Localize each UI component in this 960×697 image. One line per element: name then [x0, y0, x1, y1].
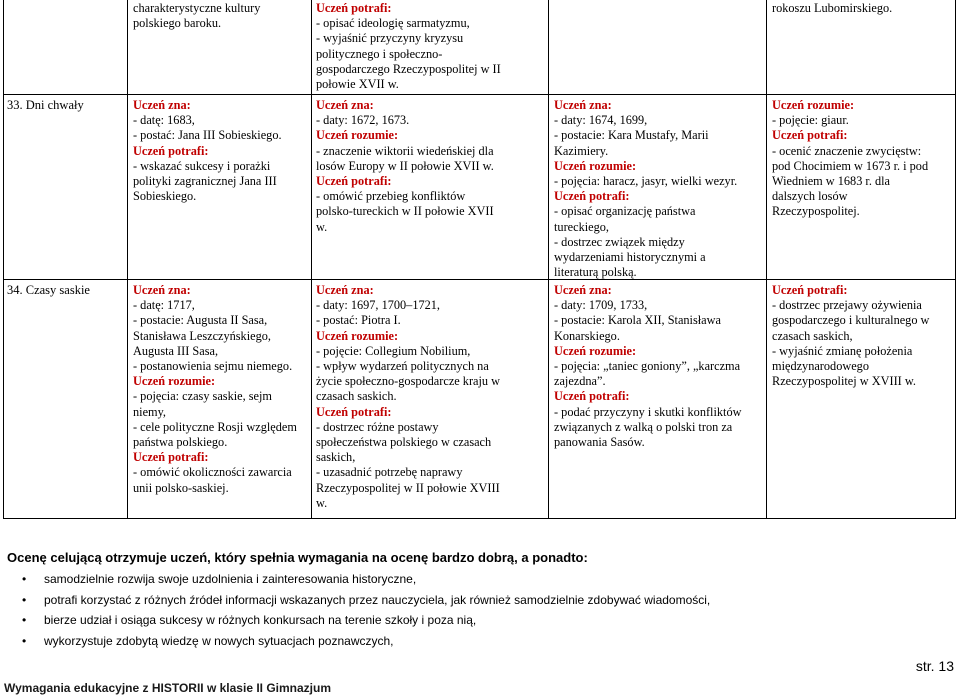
requirement-line: zajezdna”. — [554, 374, 606, 389]
requirement-line: panowania Sasów. — [554, 435, 645, 450]
requirement-line: - znaczenie wiktorii wiedeńskiej dla — [316, 143, 494, 158]
section-label: Uczeń zna: — [554, 283, 612, 297]
top-cell-col5 — [772, 1, 892, 16]
requirement-line: - uzasadnić potrzebę naprawy — [316, 465, 463, 480]
requirement-line: - pojęcie: Collegium Nobilium, — [316, 343, 471, 358]
requirement-line: społeczeństwa polskiego w czasach — [316, 435, 492, 450]
requirement-line: czasach saskich, — [772, 328, 853, 343]
section-label: Uczeń potrafi: — [554, 389, 630, 404]
requirement-line: - daty: 1672, 1673. — [316, 113, 410, 128]
row34-col3 — [316, 283, 500, 511]
document-footer: Wymagania edukacyjne z HISTORII w klasie II Gimnazjum — [4, 681, 331, 695]
requirement-line: - postać: Piotra I. — [316, 313, 401, 328]
top-cell-col2 — [133, 1, 260, 31]
requirement-line: Rzeczypospolitej w II połowie XVIII — [316, 480, 500, 495]
section-label: Uczeń zna: — [133, 283, 191, 297]
requirement-line: rokoszu Lubomirskiego. — [772, 1, 893, 15]
requirement-line: - wyjaśnić zmianę położenia — [772, 343, 913, 358]
requirement-line: gospodarczego Rzeczypospolitej w II — [316, 61, 501, 76]
requirement-line: - omówić przebieg konfliktów — [316, 189, 466, 204]
section-label: Uczeń zna: — [316, 98, 374, 112]
table-border — [3, 94, 956, 95]
section-label: Uczeń rozumie: — [316, 128, 399, 143]
section-label: Uczeń potrafi: — [133, 143, 209, 158]
section-label: Uczeń zna: — [133, 98, 191, 112]
table-border — [3, 279, 956, 280]
section-label: Uczeń rozumie: — [133, 374, 216, 389]
requirement-line: literaturą polską. — [554, 265, 637, 280]
requirement-line: politycznego i społeczno- — [316, 46, 443, 61]
requirement-line: - pojęcia: haracz, jasyr, wielki wezyr. — [554, 174, 738, 189]
row34-col5 — [772, 283, 929, 389]
requirement-line: - postacie: Karola XII, Stanisława — [554, 313, 721, 328]
requirement-line: - opisać organizację państwa — [554, 204, 696, 219]
section-label: Uczeń rozumie: — [554, 343, 637, 358]
requirement-line: dalszych losów — [772, 189, 848, 204]
requirement-line: - dostrzec różne postawy — [316, 419, 439, 434]
requirement-line: polsko-tureckich w II połowie XVII — [316, 204, 494, 219]
top-cell-col3 — [316, 1, 501, 92]
section-label: Uczeń potrafi: — [316, 1, 392, 15]
bullet-item: • bierze udział i osiąga sukcesy w różnych konkursach na terenie szkoły i poza nią, — [44, 613, 476, 627]
requirement-line: gospodarczego i kulturalnego w — [772, 313, 930, 328]
requirement-line: Augusta III Sasa, — [133, 343, 219, 358]
section-label: Uczeń rozumie: — [772, 98, 855, 112]
section-heading: Ocenę celującą otrzymuje uczeń, który spełnia wymagania na ocenę bardzo dobrą, a ponadto: — [7, 550, 588, 565]
table-border — [955, 0, 956, 519]
table-border — [311, 0, 312, 519]
table-border — [766, 0, 767, 519]
requirement-line: - postacie: Augusta II Sasa, — [133, 313, 268, 328]
requirement-line: - postanowienia sejmu niemego. — [133, 359, 293, 374]
requirement-line: połowie XVII w. — [316, 77, 399, 92]
section-label: Uczeń zna: — [554, 98, 612, 112]
requirement-line: - postacie: Kara Mustafy, Marii — [554, 128, 709, 143]
section-label: Uczeń potrafi: — [316, 174, 392, 189]
requirement-line: - pojęcia: czasy saskie, sejm — [133, 389, 272, 404]
section-label: Uczeń potrafi: — [772, 128, 848, 143]
requirement-line: państwa polskiego. — [133, 435, 228, 450]
requirement-line: - podać przyczyny i skutki konfliktów — [554, 404, 742, 419]
requirement-line: czasach saskich. — [316, 389, 397, 404]
requirement-line: wydarzeniami historycznymi a — [554, 250, 706, 265]
row34-col2 — [133, 283, 297, 496]
requirement-line: polskiego baroku. — [133, 16, 222, 31]
requirement-line: - cele polityczne Rosji względem — [133, 419, 297, 434]
row33-col4 — [554, 98, 737, 280]
row34-col4 — [554, 283, 742, 450]
requirement-line: - dostrzec związek między — [554, 234, 685, 249]
requirement-line: unii polsko-saskiej. — [133, 480, 229, 495]
requirement-line: charakterystyczne kultury — [133, 1, 261, 15]
requirement-line: - pojęcia: „taniec goniony”, „karczma — [554, 359, 741, 374]
requirement-line: tureckiego, — [554, 219, 609, 234]
requirement-line: - wyjaśnić przyczyny kryzysu — [316, 31, 464, 46]
requirement-line: - daty: 1674, 1699, — [554, 113, 648, 128]
requirement-line: losów Europy w II połowie XVII w. — [316, 158, 494, 173]
section-label: Uczeń rozumie: — [316, 328, 399, 343]
requirement-line: - postać: Jana III Sobieskiego. — [133, 128, 282, 143]
table-border — [3, 518, 956, 519]
bullet-item: • potrafi korzystać z różnych źródeł informacji wskazanych przez nauczyciela, jak również samodzielnie zdobywać wiadomości, — [44, 593, 710, 607]
section-label: Uczeń potrafi: — [316, 404, 392, 419]
requirement-line: życie społeczno-gospodarcze kraju w — [316, 374, 501, 389]
requirement-line: - wpływ wydarzeń politycznych na — [316, 359, 489, 374]
section-label: Uczeń potrafi: — [133, 450, 209, 465]
requirement-line: Konarskiego. — [554, 328, 620, 343]
section-label: Uczeń zna: — [316, 283, 374, 297]
requirement-line: Kazimiery. — [554, 143, 609, 158]
requirement-line: w. — [316, 219, 328, 234]
table-border — [548, 0, 549, 519]
section-label: Uczeń rozumie: — [554, 158, 637, 173]
requirement-line: - daty: 1697, 1700‒1721, — [316, 298, 440, 313]
requirement-line: w. — [316, 495, 328, 510]
requirement-line: - datę: 1683, — [133, 113, 195, 128]
lesson-title-34: 34. Czasy saskie — [7, 283, 90, 297]
requirement-line: - opisać ideologię sarmatyzmu, — [316, 16, 470, 31]
page-number: str. 13 — [915, 658, 954, 674]
requirement-line: saskich, — [316, 450, 356, 465]
bullet-item: • wykorzystuje zdobytą wiedzę w nowych sytuacjach poznawczych, — [44, 634, 394, 648]
lesson-title-33: 33. Dni chwały — [7, 98, 84, 112]
requirement-line: Stanisława Leszczyńskiego, — [133, 328, 271, 343]
requirement-line: międzynarodowego — [772, 359, 869, 374]
table-border — [127, 0, 128, 519]
bullet-item: • samodzielnie rozwija swoje uzdolnienia i zainteresowania historyczne, — [44, 572, 416, 586]
requirement-line: - ocenić znaczenie zwycięstw: — [772, 143, 922, 158]
requirement-line: pod Chocimiem w 1673 r. i pod — [772, 158, 929, 173]
row33-col3 — [316, 98, 494, 235]
row33-col5 — [772, 98, 928, 220]
requirement-line: Rzeczypospolitej. — [772, 204, 860, 219]
requirement-line: niemy, — [133, 404, 167, 419]
requirement-line: - omówić okoliczności zawarcia — [133, 465, 292, 480]
section-label: Uczeń potrafi: — [772, 283, 848, 297]
requirement-line: - daty: 1709, 1733, — [554, 298, 648, 313]
section-label: Uczeń potrafi: — [554, 189, 630, 204]
requirement-line: - dostrzec przejawy ożywienia — [772, 298, 922, 313]
requirement-line: Wiedniem w 1683 r. dla — [772, 174, 891, 189]
requirement-line: Rzeczypospolitej w XVIII w. — [772, 374, 916, 389]
requirement-line: Sobieskiego. — [133, 189, 197, 204]
requirement-line: - datę: 1717, — [133, 298, 195, 313]
requirement-line: polityki zagranicznej Jana III — [133, 174, 277, 189]
requirement-line: - pojęcie: giaur. — [772, 113, 849, 128]
requirement-line: - wskazać sukcesy i porażki — [133, 158, 271, 173]
row33-col2 — [133, 98, 282, 204]
requirement-line: związanych z walką o polski tron za — [554, 419, 733, 434]
table-border — [3, 0, 4, 519]
